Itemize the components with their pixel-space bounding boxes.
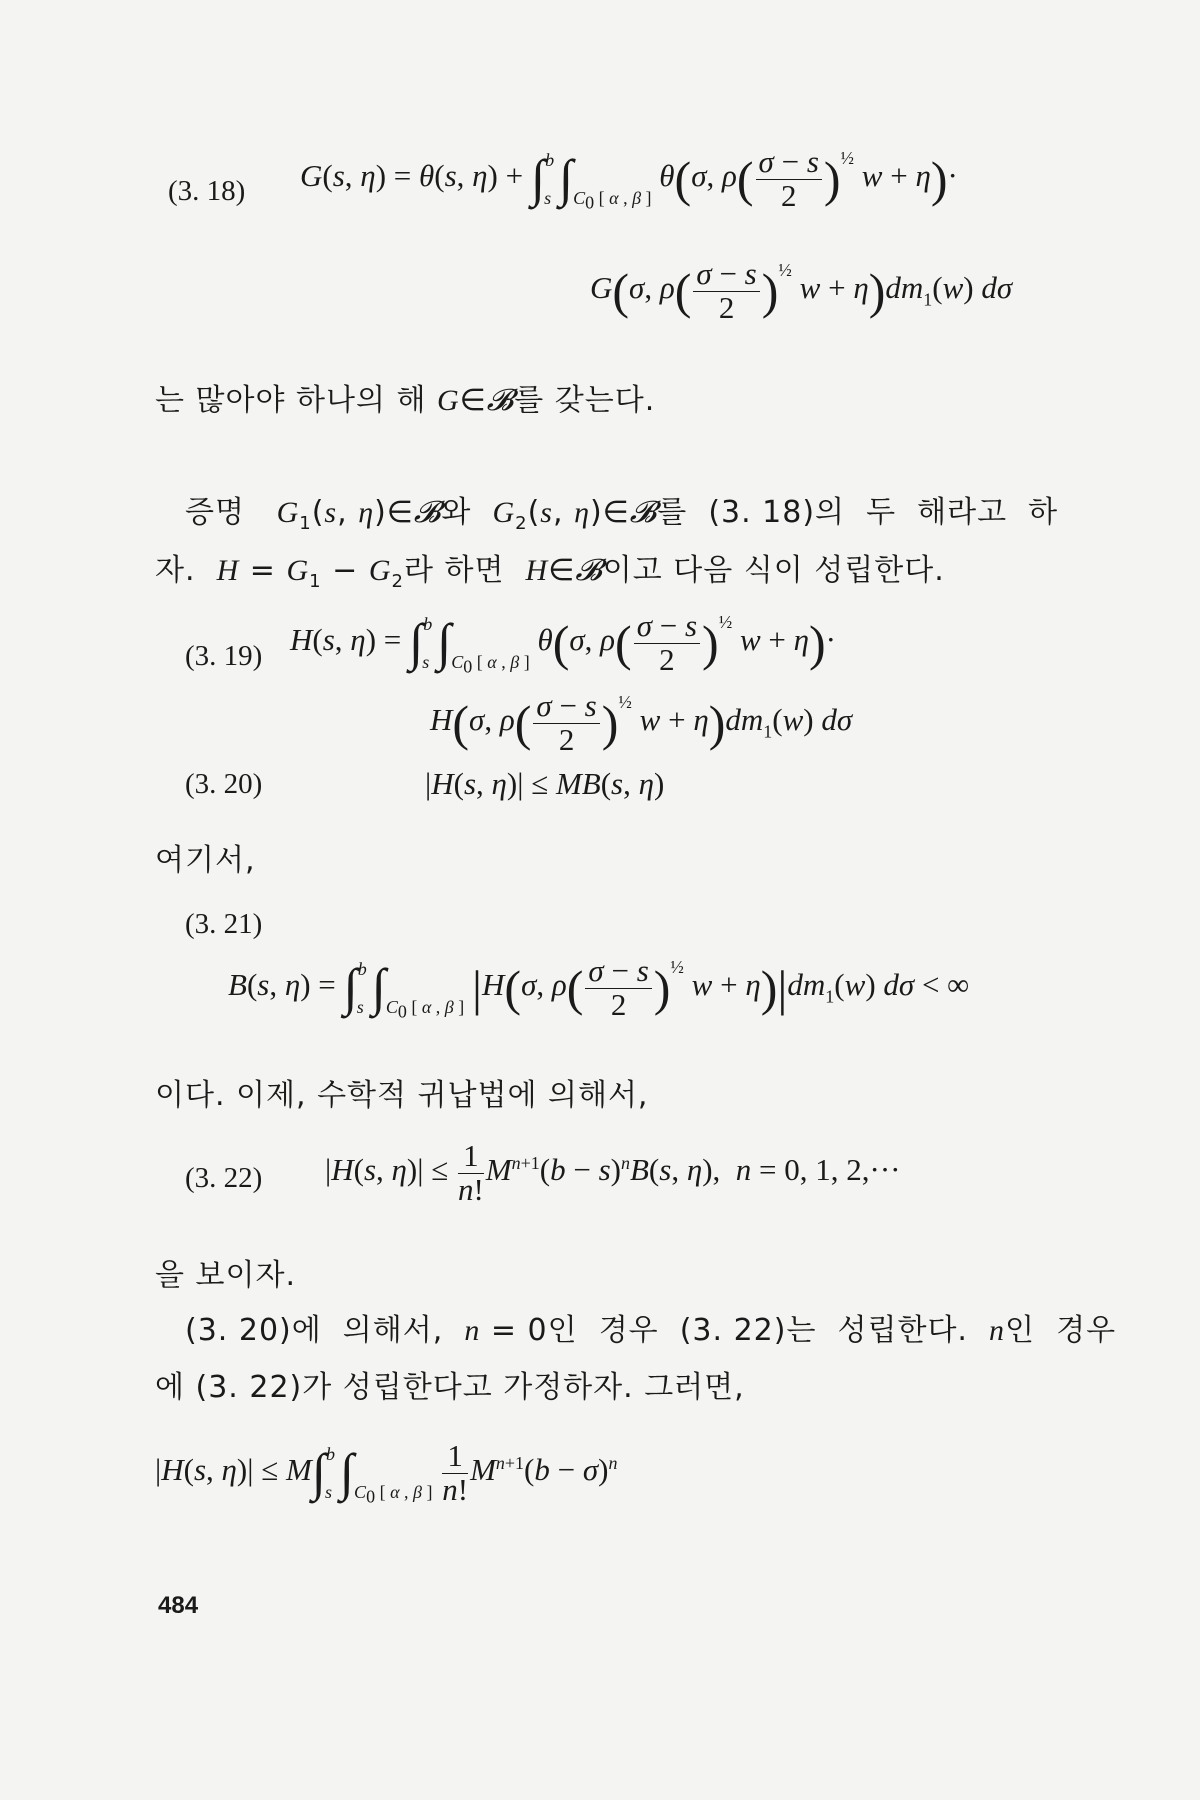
eq-319-line1: H(s, η) = ∫$^b_s$ $\int_{C_0 [ \alpha , \beta ]}$ θ(σ, ρ( $\frac{\sigma - s}{2}$ )$^{\frac{1}{2}}$ w + η)·	[290, 608, 836, 677]
text-show: 을 보이자.	[155, 1258, 296, 1293]
text-paragraph-2: 에 (3. 22)가 성립한다고 가정하자. 그러면,	[155, 1370, 745, 1405]
eq-322-label: (3. 22)	[185, 1162, 263, 1194]
text-where: 여기서,	[155, 843, 256, 878]
eq-last: |H(s, η)| ≤ M∫$^b_s$ $\int_{C_0 [ \alpha , \beta ]}$ $\frac{1}{n!}$ $M^{n+1}(b - \sigma)^n$	[155, 1438, 618, 1507]
eq-321-body: B(s, η) = ∫$^b_s$ $\int_{C_0 [ \alpha , \beta ]}$ |H(σ, ρ( $\frac{\sigma - s}{2}$ )$^{\frac{1}{2}}$ $w + \eta)|dm_1(w)$ dσ < ∞	[228, 953, 970, 1022]
eq-321-label: (3. 21)	[185, 908, 263, 940]
text-uniqueness: 는 많아야 하나의 해 G∈𝓑를 갖는다.	[155, 383, 656, 418]
eq-320-label: (3. 20)	[185, 768, 263, 800]
proof-line1: 증명 $G_1(s$, η)∈𝓑와 $G_2(s$, η)∈𝓑를 (3. 18)의 두 해라고 하	[185, 495, 1059, 534]
eq-320-body: |H(s, η)| ≤ MB(s, η)	[425, 766, 665, 801]
eq-322-body: |H(s, η)| ≤ $\frac{1}{n!}$ $M^{n+1}(b - s)^nB(s$, η), n = 0, 1, 2,···	[325, 1138, 901, 1207]
text-paragraph-1: (3. 20)에 의해서, n = 0인 경우 (3. 22)는 성립한다. n인 경우	[185, 1313, 1117, 1348]
proof-line2: 자. $H = G_1 - G_2$라 하면 H∈𝓑이고 다음 식이 성립한다.	[155, 553, 945, 592]
text-induction: 이다. 이제, 수학적 귀납법에 의해서,	[155, 1078, 649, 1113]
eq-319-line2: H(σ, ρ( $\frac{\sigma - s}{2}$ )$^{\frac{1}{2}}$ $w + \eta)dm_1(w)$ dσ	[430, 688, 853, 757]
eq-319-label: (3. 19)	[185, 640, 263, 672]
eq-318-label-text	[0, 0, 1, 1]
eq-318-line2: G(σ, ρ( $\frac{\sigma - s}{2}$ )$^{\frac{1}{2}}$ $w + \eta)dm_1(w)$ dσ	[590, 256, 1013, 325]
eq-318-label: (3. 18)	[168, 175, 246, 207]
page-number: 484	[158, 1592, 199, 1619]
eq-318-line1: G(s, η) = θ(s, η) + ∫$^b_s$ $\int_{C_0 [ \alpha , \beta ]}$ θ(σ, ρ( $\frac{\sigma - s}{2}$ )$^{\frac{1}{2}}$ w + η)·	[300, 144, 958, 213]
